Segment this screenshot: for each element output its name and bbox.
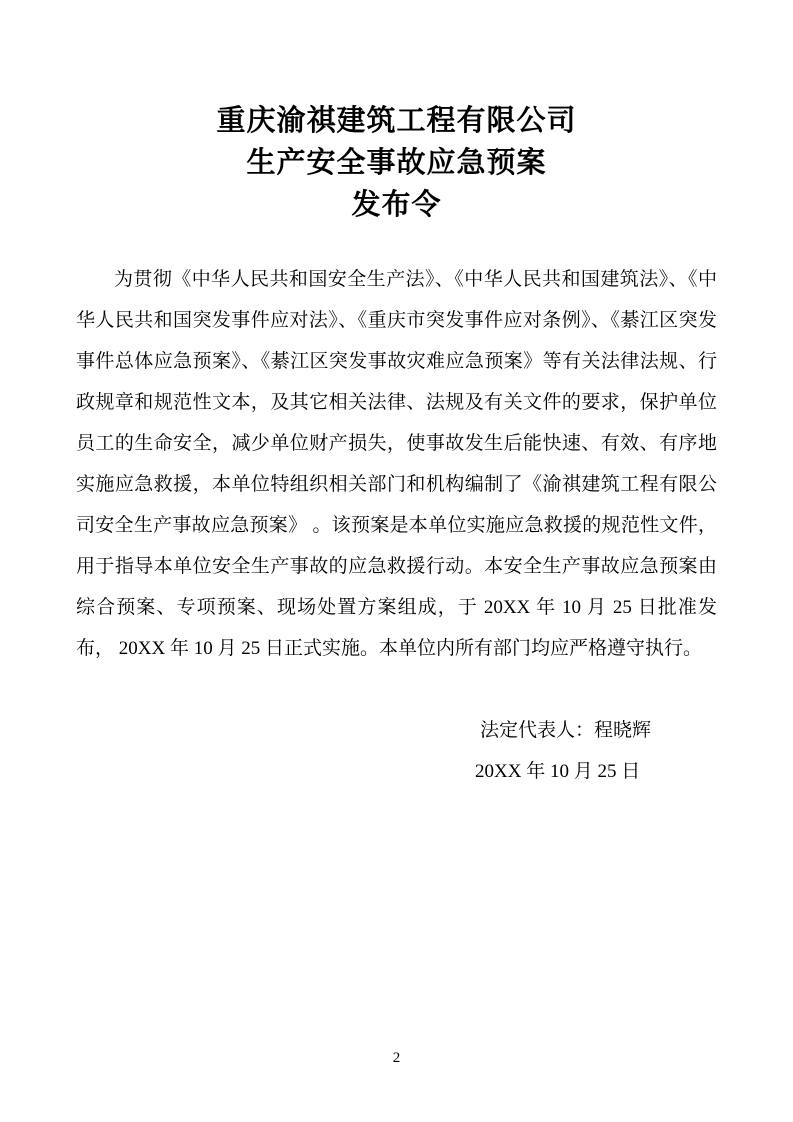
signature-block: [475, 710, 793, 792]
title-line-plan: 生产安全事故应急预案: [246, 147, 547, 179]
signature-date-line: 20XX 年 10 月 25 日: [475, 761, 641, 782]
document-title: [0, 0, 793, 226]
page-number: 2: [392, 1050, 401, 1066]
title-line-company: 重庆渝祺建筑工程有限公司: [216, 105, 577, 137]
legal-representative-line: 法定代表人：程晓辉: [480, 720, 652, 741]
body-paragraph: 为贯彻《中华人民共和国安全生产法》、《中华人民共和国建筑法》、《中华人民共和国突发事件应对法》、《重庆市突发事件应对条例》、《綦江区突发事件总体应急预案》、《綦江区突发事故灾难应急预案》等有关法律法规、行政规章和规范性文本，及其它相关法律、法规及有关文件的要求，保护单位员工的生命安全，减少单位财产损失，使事故发生后能快速、有效、有序地实施应急救援，本单位特组织相关部门和机构编制了《渝祺建筑工程有限公司安全生产事故应急预案》 。该预案是本单位实施应急救援的规范性文件，用于指导本单位安全生产事故的应急救援行动。本安全生产事故应急预案由综合预案、专项预案、现场处置方案组成，于 20XX 年 10 月 25 日批准发布， 20XX 年 10 月 25 日正式实施。本单位内所有部门均应严格遵守执行。: [76, 269, 717, 659]
title-line-release-order: 发布令: [351, 189, 442, 221]
